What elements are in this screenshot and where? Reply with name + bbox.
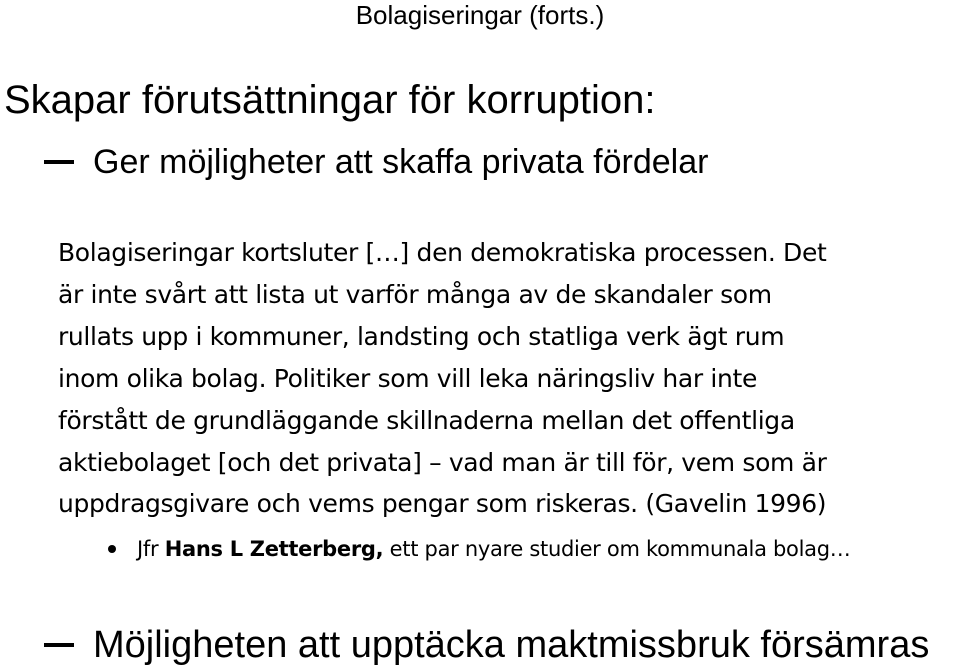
quote-block [58, 232, 958, 525]
sub-point-text: Ger möjligheter att skaffa privata fördelar [93, 143, 709, 181]
sub-point-abuse-detection [44, 620, 929, 670]
quote-line: är inte svårt att lista ut varför många av de skandaler som [58, 279, 772, 309]
slide-title: Bolagiseringar (forts.) [355, 0, 605, 30]
quote-line: aktiebolaget [och det privata] – vad man är till för, vem som är [58, 447, 827, 477]
dash-bullet-icon [44, 643, 74, 647]
dash-bullet-icon [44, 160, 74, 164]
bullet-prefix: Jfr [137, 537, 165, 561]
quote-line: inom olika bolag. Politiker som vill leka näringsliv har inte [58, 363, 757, 393]
quote-line: Bolagiseringar kortsluter […] den demokratiska processen. Det [58, 238, 827, 267]
quote-line: rullats upp i kommuner, landsting och statliga verk ägt rum [58, 321, 785, 351]
bullet-author: Hans L Zetterberg, [164, 537, 384, 561]
quote-line: uppdragsgivare och vems pengar som riskeras. (Gavelin 1996) [58, 489, 827, 519]
bullet-dot-icon [108, 545, 116, 553]
quote-line: förstått de grundläggande skillnaderna mellan det offentliga [58, 405, 795, 435]
bullet-suffix: ett par nyare studier om kommunala bolag… [383, 537, 851, 561]
reference-bullet [108, 531, 850, 567]
bullet-text [137, 531, 850, 567]
sub-point-text: Möjligheten att upptäcka maktmissbruk försämras [93, 624, 930, 666]
sub-point-private-benefits [44, 140, 708, 184]
main-heading: Skapar förutsättningar för korruption: [4, 78, 656, 122]
